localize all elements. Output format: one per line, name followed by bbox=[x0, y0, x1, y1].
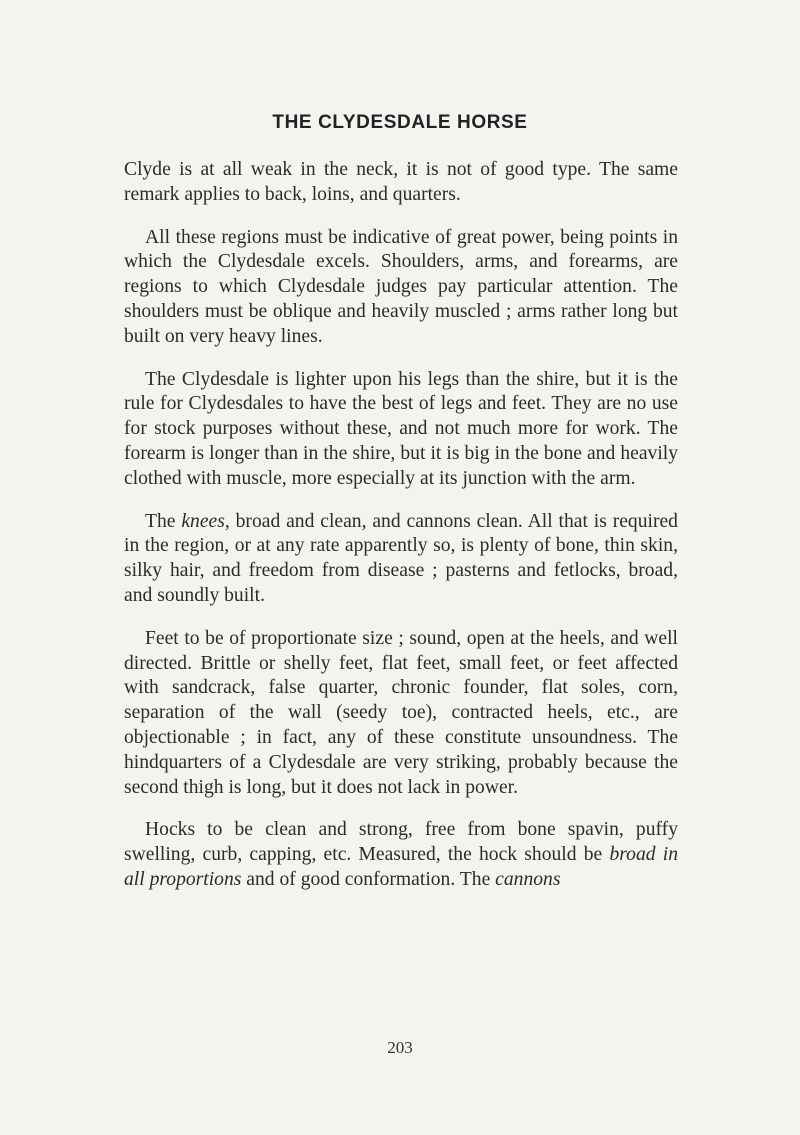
paragraph bbox=[124, 627, 678, 801]
text-segment: Clyde is at all weak in the neck, it is not of good type. The same remark applies to back, loins, and quarters. bbox=[124, 159, 678, 205]
italic-text-segment: cannons bbox=[495, 868, 561, 890]
body-text bbox=[124, 158, 678, 911]
text-segment: The Clydesdale is lighter upon his legs than the shire, but it is the rule for Clydesdales to have the best of legs and feet. They are no use for stock purposes without these, and not much more for work. The forearm is longer than in the shire, but it is big in the bone and heavily clothed with muscle, more especially at its junction with the arm. bbox=[124, 368, 678, 489]
text-segment: The bbox=[145, 510, 182, 532]
text-segment: Feet to be of proportionate size ; sound, open at the heels, and well directed. Brittle or shelly feet, flat feet, small feet, or feet affected with sandcrack, false quarter, chronic founder, flat soles, corn, separation of the wall (seedy toe), contracted heels, etc., are objectionable ; in fact, any of these constitute unsoundness. The hindquarters of a Clydesdale are very striking, probably because the second thigh is long, but it does not lack in power. bbox=[124, 627, 678, 798]
paragraph bbox=[124, 158, 678, 208]
text-segment: All these regions must be indicative of great power, being points in which the Clydesdale excels. Shoulders, arms, and forearms, are regions to which Clydesdale judges pay particular attention. The shoulders must be oblique and heavily muscled ; arms rather long but built on very heavy lines. bbox=[124, 226, 678, 347]
paragraph bbox=[124, 510, 678, 609]
italic-text-segment: broad in all proportions bbox=[124, 844, 678, 890]
text-segment: and of good conformation. The bbox=[241, 868, 496, 890]
paragraph bbox=[124, 226, 678, 350]
paragraph bbox=[124, 818, 678, 892]
italic-text-segment: knees bbox=[181, 510, 225, 532]
text-segment: Hocks to be clean and strong, free from bone spavin, puffy swelling, curb, capping, etc. Measured, the hock should be bbox=[124, 819, 678, 866]
page-number: 203 bbox=[387, 1038, 413, 1057]
text-segment: , broad and clean, and cannons clean. All that is required in the region, or at any rate apparently so, is plenty of bone, thin skin, silky hair, and freedom from disease ; pasterns and fetlocks, broad, and soundly built. bbox=[124, 510, 678, 606]
paragraph bbox=[124, 368, 678, 492]
running-head: THE CLYDESDALE HORSE bbox=[272, 112, 528, 133]
